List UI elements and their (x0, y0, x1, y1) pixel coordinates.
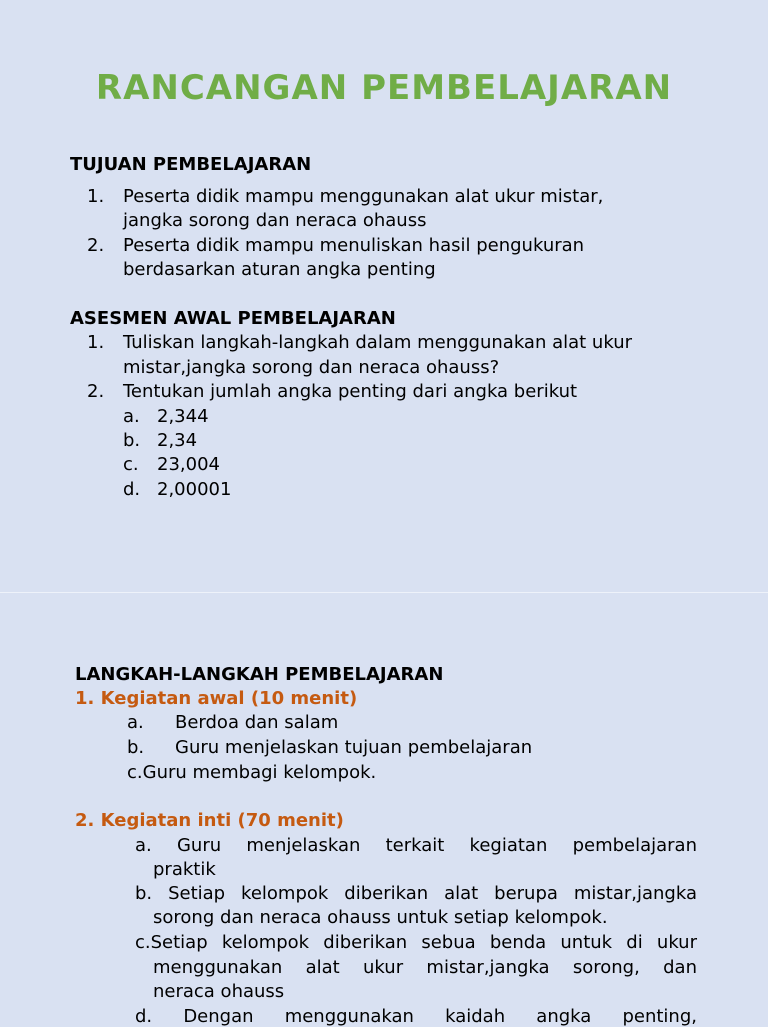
asesmen-sub-d-letter: d. (123, 479, 141, 500)
asesmen-heading: ASESMEN AWAL PEMBELAJARAN (70, 308, 396, 329)
asesmen-sub-a-letter: a. (123, 406, 140, 427)
asesmen-2-line-1: Tentukan jumlah angka penting dari angka berikut (123, 381, 578, 402)
tujuan-2-line-2: berdasarkan aturan angka penting (123, 259, 436, 280)
inti-c-line-2: menggunakan alat ukur mistar,jangka sorong, dan (153, 957, 697, 978)
tujuan-1-number: 1. (87, 186, 105, 207)
awal-c-text: c.Guru membagi kelompok. (127, 762, 377, 783)
asesmen-sub-c-value: 23,004 (157, 454, 220, 475)
awal-b-letter: b. (127, 737, 145, 758)
inti-b-line-1: b. Setiap kelompok diberikan alat berupa mistar,jangka (135, 883, 697, 904)
awal-a-letter: a. (127, 712, 144, 733)
asesmen-1-line-1: Tuliskan langkah-langkah dalam menggunakan alat ukur (123, 332, 633, 353)
asesmen-sub-a-value: 2,344 (157, 406, 209, 427)
asesmen-sub-b-letter: b. (123, 430, 141, 451)
inti-b-line-2: sorong dan neraca ohauss untuk setiap kelompok. (153, 907, 608, 928)
awal-a-text: Berdoa dan salam (175, 712, 339, 733)
langkah-heading: LANGKAH-LANGKAH PEMBELAJARAN (75, 664, 444, 685)
asesmen-2-number: 2. (87, 381, 105, 402)
asesmen-sub-d-value: 2,00001 (157, 479, 232, 500)
kegiatan-inti-label: 2. Kegiatan inti (70 menit) (75, 810, 344, 831)
tujuan-1-line-1: Peserta didik mampu menggunakan alat ukur mistar, (123, 186, 604, 207)
inti-c-line-3: neraca ohauss (153, 981, 285, 1002)
asesmen-1-line-2: mistar,jangka sorong dan neraca ohauss? (123, 357, 500, 378)
inti-a-line-1: a. Guru menjelaskan terkait kegiatan pembelajaran (135, 835, 697, 856)
kegiatan-awal-label: 1. Kegiatan awal (10 menit) (75, 688, 358, 709)
awal-b-text: Guru menjelaskan tujuan pembelajaran (175, 737, 533, 758)
tujuan-1-line-2: jangka sorong dan neraca ohauss (123, 210, 427, 231)
asesmen-1-number: 1. (87, 332, 105, 353)
slide-2 (0, 593, 768, 1027)
tujuan-2-number: 2. (87, 235, 105, 256)
inti-a-line-2: praktik (153, 859, 216, 880)
tujuan-heading: TUJUAN PEMBELAJARAN (70, 154, 312, 175)
inti-d-line-1: d. Dengan menggunakan kaidah angka penting, (135, 1006, 697, 1027)
tujuan-2-line-1: Peserta didik mampu menuliskan hasil pengukuran (123, 235, 585, 256)
asesmen-sub-c-letter: c. (123, 454, 139, 475)
asesmen-sub-b-value: 2,34 (157, 430, 198, 451)
page-title: RANCANGAN PEMBELAJARAN (95, 68, 673, 108)
inti-c-line-1: c.Setiap kelompok diberikan sebua benda untuk di ukur (135, 932, 697, 953)
